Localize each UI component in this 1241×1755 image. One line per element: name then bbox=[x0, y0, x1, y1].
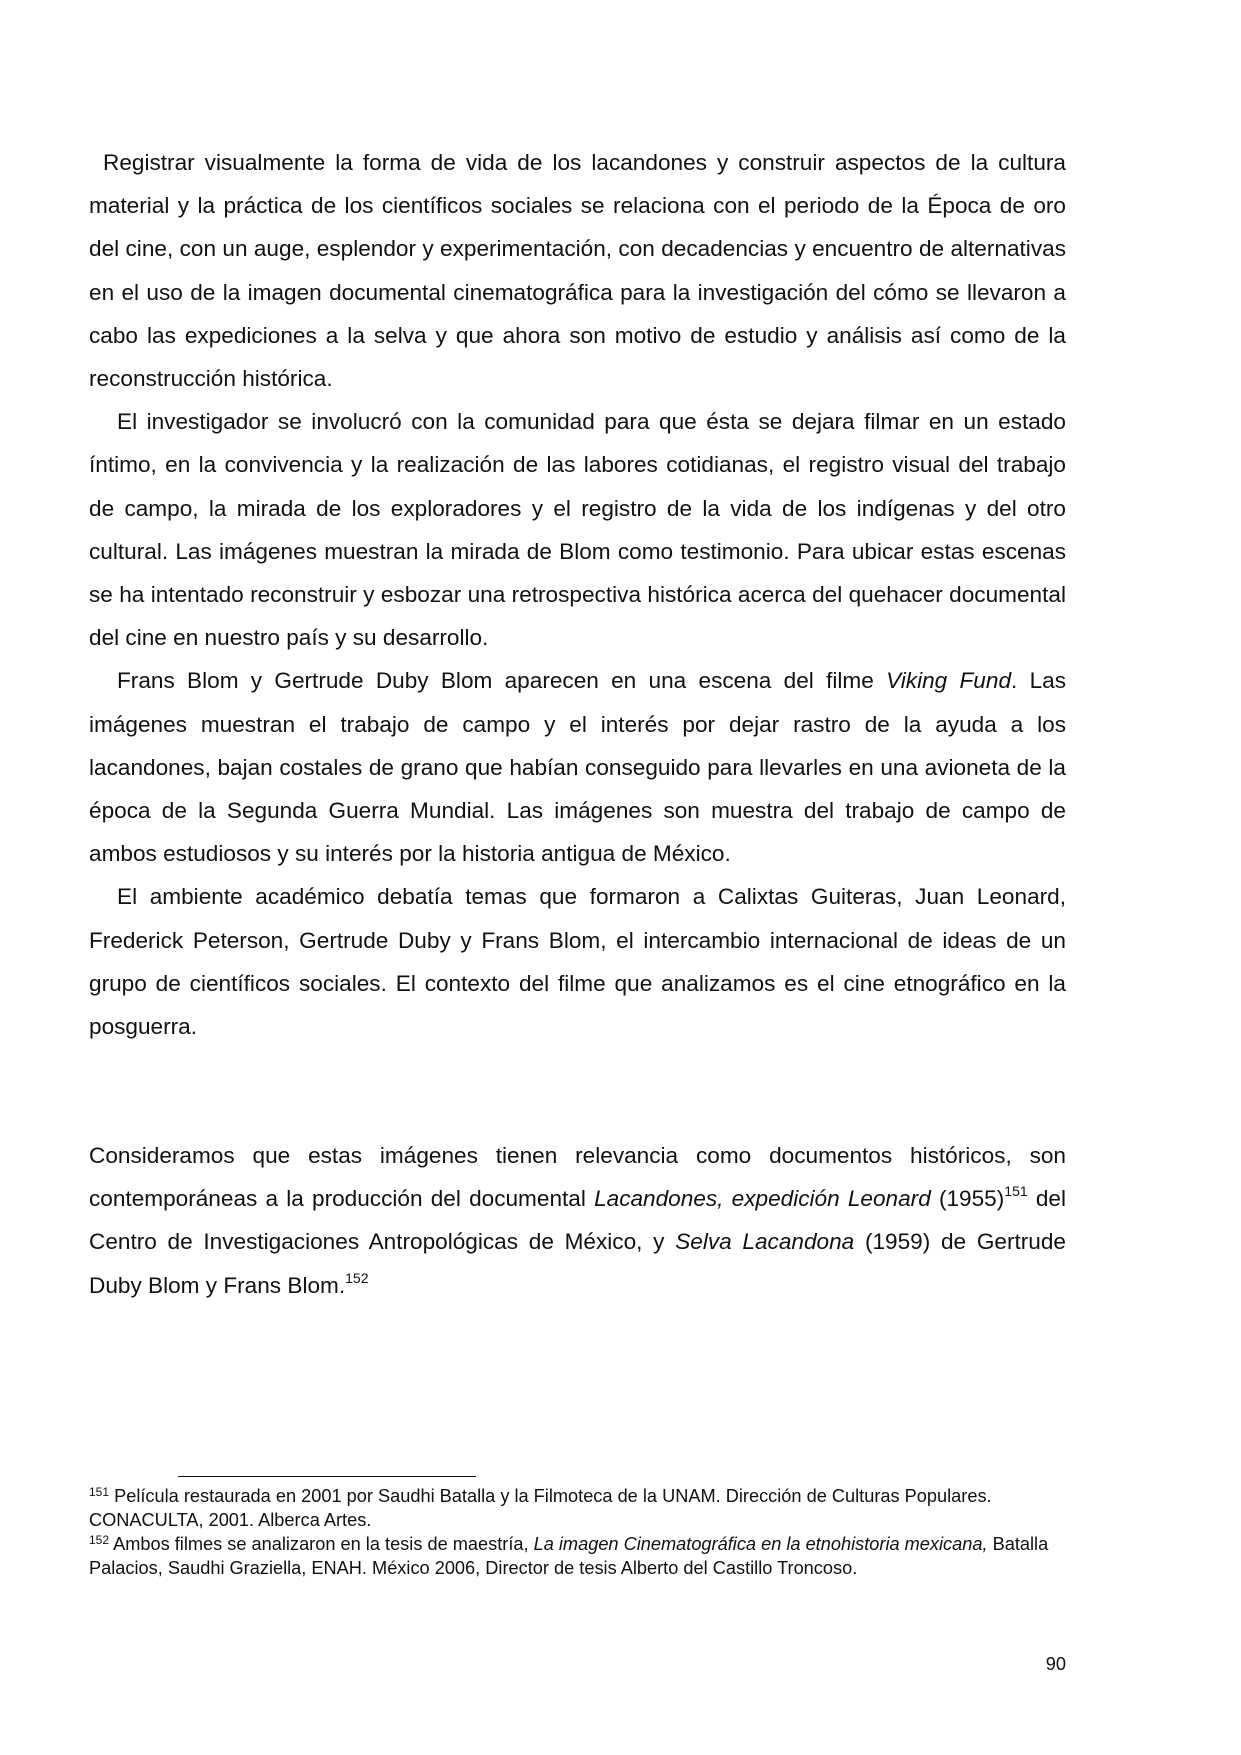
paragraph-3-text-a: Frans Blom y Gertrude Duby Blom aparecen en una escena del filme bbox=[117, 668, 887, 694]
footnote-ref-151[interactable]: 151 bbox=[1004, 1183, 1028, 1200]
footnote-151-text: Película restaurada en 2001 por Saudhi Batalla y la Filmoteca de la UNAM. Dirección de Culturas Populares. CONACULTA, 2001. Alberca Artes. bbox=[89, 1486, 992, 1530]
footnote-152-mark: 152 bbox=[89, 1533, 110, 1547]
footnote-151 bbox=[89, 1484, 1066, 1532]
paragraph-5-text-b: (1955) bbox=[930, 1186, 1005, 1212]
main-text-block bbox=[89, 141, 1066, 1048]
footnotes-section bbox=[89, 1484, 1066, 1580]
footnote-152-thesis-title: La imagen Cinematográfica en la etnohistoria mexicana, bbox=[533, 1534, 988, 1554]
paragraph-5-text-a: Consideramos que estas imágenes tienen relevancia como documentos históricos, son contemporáneas a la producción del documental bbox=[89, 1143, 1066, 1212]
paragraph-1: Registrar visualmente la forma de vida de los lacandones y construir aspectos de la cultura material y la práctica de los científicos sociales se relaciona con el periodo de la Época de oro del cine, con un auge, esplendor y experimentación, con decadencias y encuentro de alternativas en el uso de la imagen documental cinematográfica para la investigación del cómo se llevaron a cabo las expediciones a la selva y que ahora son motivo de estudio y análisis así como de la reconstrucción histórica. bbox=[89, 150, 1066, 392]
paragraph-4: El ambiente académico debatía temas que formaron a Calixtas Guiteras, Juan Leonard, Frederick Peterson, Gertrude Duby y Frans Blom, el intercambio internacional de ideas de un grupo de científicos sociales. El contexto del filme que analizamos es el cine etnográfico en la posguerra. bbox=[89, 884, 1066, 1040]
footnote-152 bbox=[89, 1532, 1066, 1580]
second-text-block bbox=[89, 1134, 1066, 1307]
footnote-152-text-b: Batalla Palacios, Saudhi Graziella, ENAH. México 2006, Director de tesis Alberto del Castillo Troncoso. bbox=[89, 1534, 1049, 1578]
footnote-divider bbox=[178, 1476, 476, 1477]
paragraph-3 bbox=[89, 659, 1066, 875]
paragraph-2: El investigador se involucró con la comunidad para que ésta se dejara filmar en un estado íntimo, en la convivencia y la realización de las labores cotidianas, el registro visual del trabajo de campo, la mirada de los exploradores y el registro de la vida de los indígenas y del otro cultural. Las imágenes muestran la mirada de Blom como testimonio. Para ubicar estas escenas se ha intentado reconstruir y esbozar una retrospectiva histórica acerca del quehacer documental del cine en nuestro país y su desarrollo. bbox=[89, 409, 1066, 651]
paragraph-5 bbox=[89, 1134, 1066, 1307]
footnote-ref-152[interactable]: 152 bbox=[345, 1269, 369, 1286]
footnote-152-text-a: Ambos filmes se analizaron en la tesis de maestría, bbox=[109, 1534, 534, 1554]
paragraph-3-text-b: . Las imágenes muestran el trabajo de campo y el interés por dejar rastro de la ayuda a los lacandones, bajan costales de grano que habían conseguido para llevarles en una avioneta de la época de la Segunda Guerra Mundial. Las imágenes son muestra del trabajo de campo de ambos estudiosos y su interés por la historia antigua de México. bbox=[89, 668, 1067, 867]
film-title-lacandones: Lacandones, expedición Leonard bbox=[594, 1186, 931, 1212]
footnote-151-mark: 151 bbox=[89, 1485, 110, 1499]
page-number: 90 bbox=[1045, 1654, 1066, 1674]
film-title-selva-lacandona: Selva Lacandona bbox=[675, 1229, 855, 1255]
paragraph-5-text-c: del Centro de Investigaciones Antropológicas de México, y bbox=[89, 1186, 1066, 1255]
paragraph-5-text-d: (1959) de Gertrude Duby Blom y Frans Blom. bbox=[89, 1229, 1066, 1298]
film-title-viking-fund: Viking Fund bbox=[886, 668, 1012, 694]
